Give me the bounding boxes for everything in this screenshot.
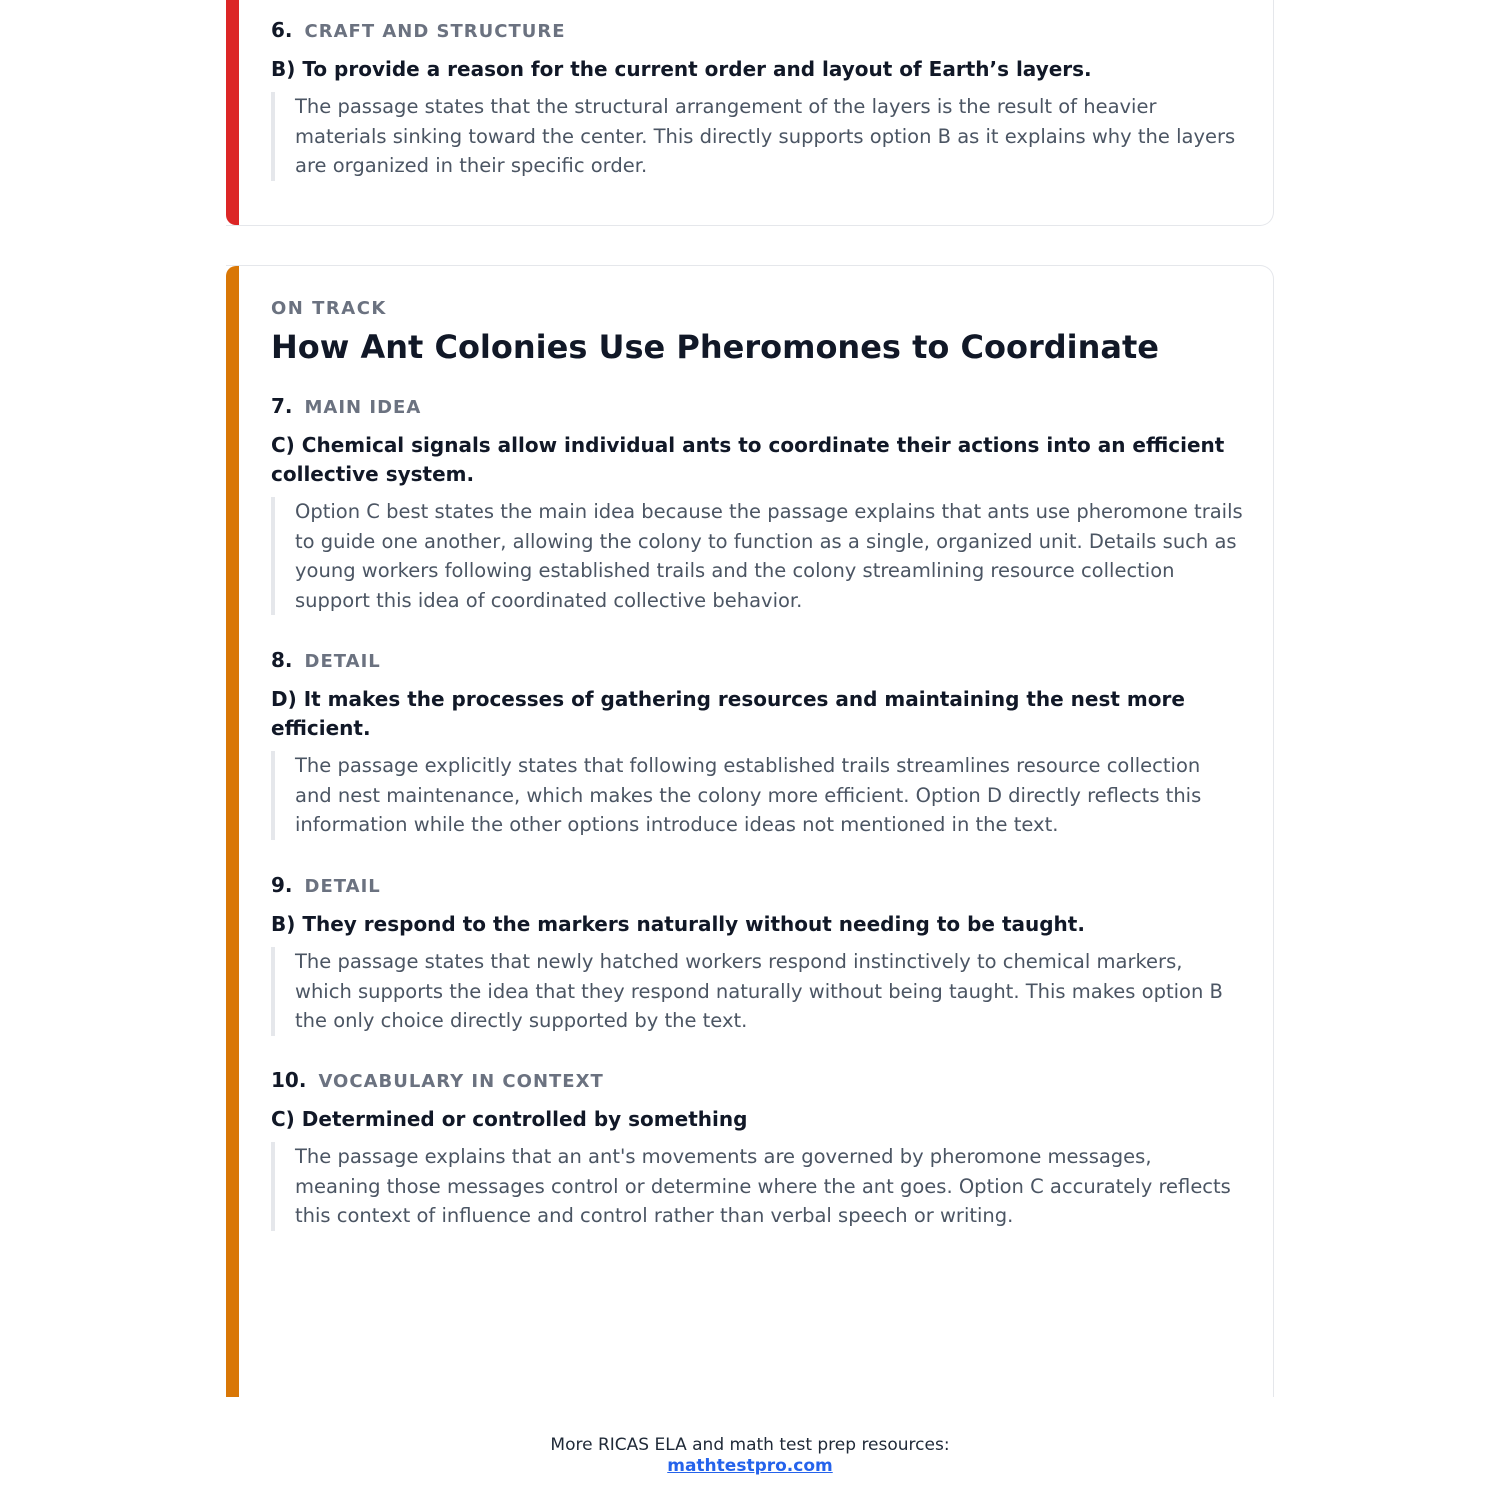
- answer-explanation: The passage explains that an ant's movements are governed by pheromone messages, meaning those messages control or determine where the ant goes. Option C accurately reflects this context of influence and control rather than verbal speech or writing.: [271, 1142, 1243, 1231]
- correct-answer: D) It makes the processes of gathering resources and maintaining the nest more efficient.: [271, 687, 1185, 740]
- footer-link[interactable]: mathtestpro.com: [667, 1456, 833, 1476]
- question-category: MAIN IDEA: [304, 397, 422, 418]
- status-accent-bar-orange: [226, 266, 239, 1397]
- question-9: [271, 873, 1243, 1036]
- question-header: [271, 648, 1243, 678]
- question-10: [271, 1068, 1243, 1231]
- section-title: How Ant Colonies Use Pheromones to Coordinate: [271, 328, 1159, 366]
- question-category: DETAIL: [304, 651, 381, 672]
- question-number: 6.: [271, 18, 293, 42]
- previous-section-card: [226, 0, 1274, 226]
- correct-answer: C) Chemical signals allow individual ants to coordinate their actions into an efficient collective system.: [271, 433, 1225, 486]
- question-number: 10.: [271, 1068, 307, 1092]
- answer-explanation: The passage explicitly states that following established trails streamlines resource collection and nest maintenance, which makes the colony more efficient. Option D directly reflects this information while the other options introduce ideas not mentioned in the text.: [271, 751, 1243, 840]
- answer-explanation: The passage states that newly hatched workers respond instinctively to chemical markers, which supports the idea that they respond naturally without being taught. This makes option B the only choice directly supported by the text.: [271, 947, 1243, 1036]
- correct-answer: B) They respond to the markers naturally without needing to be taught.: [271, 912, 1085, 936]
- status-label: ON TRACK: [271, 298, 387, 319]
- question-category: CRAFT AND STRUCTURE: [304, 21, 566, 42]
- section-card-ant-colonies: [226, 265, 1274, 1397]
- question-number: 7.: [271, 394, 293, 418]
- question-number: 8.: [271, 648, 293, 672]
- question-7: [271, 394, 1243, 615]
- question-category: DETAIL: [304, 876, 381, 897]
- question-6: [271, 18, 1243, 181]
- question-header: [271, 873, 1243, 903]
- question-8: [271, 648, 1243, 840]
- question-number: 9.: [271, 873, 293, 897]
- question-header: [271, 18, 1243, 48]
- answer-explanation: The passage states that the structural arrangement of the layers is the result of heavier materials sinking toward the center. This directly supports option B as it explains why the layers are organized in their specific order.: [271, 92, 1243, 181]
- page-footer: [0, 1435, 1500, 1477]
- footer-text: More RICAS ELA and math test prep resources:: [550, 1435, 950, 1455]
- correct-answer: B) To provide a reason for the current order and layout of Earth’s layers.: [271, 57, 1092, 81]
- question-header: [271, 394, 1243, 424]
- correct-answer: C) Determined or controlled by something: [271, 1107, 748, 1131]
- question-header: [271, 1068, 1243, 1098]
- question-category: VOCABULARY IN CONTEXT: [318, 1071, 604, 1092]
- status-accent-bar-red: [226, 0, 239, 225]
- answer-explanation: Option C best states the main idea because the passage explains that ants use pheromone trails to guide one another, allowing the colony to function as a single, organized unit. Details such as young workers following established trails and the colony streamlining resource collection support this idea of coordinated collective behavior.: [271, 497, 1243, 615]
